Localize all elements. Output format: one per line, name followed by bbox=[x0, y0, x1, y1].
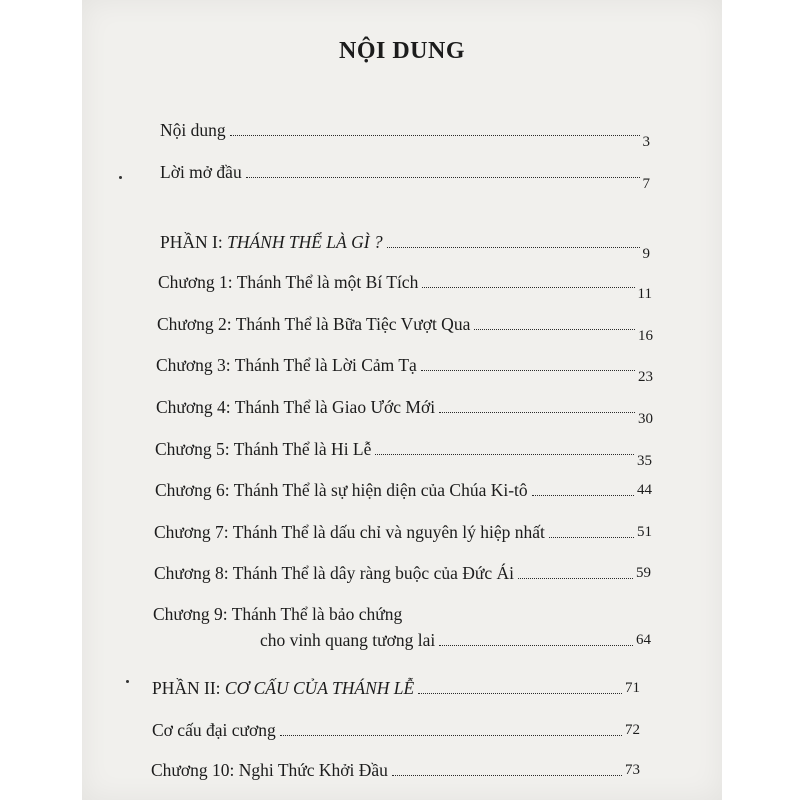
toc-entry-label: Chương 6: Thánh Thể là sự hiện diện của Chúa Ki-tô bbox=[155, 480, 528, 500]
toc-part-label bbox=[160, 232, 383, 252]
toc-entry bbox=[155, 480, 652, 500]
toc-entry-label: Chương 4: Thánh Thể là Giao Ước Mới bbox=[156, 397, 436, 417]
toc-entry bbox=[156, 355, 653, 385]
dot-leader bbox=[422, 287, 634, 288]
toc-entry-page: 16 bbox=[638, 328, 653, 344]
toc-entry-page: 73 bbox=[625, 762, 640, 778]
toc-part-entry bbox=[160, 232, 650, 262]
dot-leader bbox=[387, 247, 640, 248]
toc-entry-label: Chương 3: Thánh Thể là Lời Cảm Tạ bbox=[156, 355, 417, 375]
part-title: CƠ CẤU CỦA THÁNH LỄ bbox=[224, 678, 415, 698]
dot-leader bbox=[392, 775, 622, 776]
toc-entry-label: Nội dung bbox=[160, 120, 226, 140]
dot-leader bbox=[518, 578, 633, 579]
toc-entry bbox=[158, 272, 652, 302]
toc-entry-label: Lời mở đầu bbox=[160, 162, 242, 182]
part-number: PHẦN II: bbox=[152, 678, 221, 698]
toc-entry-page: 23 bbox=[638, 369, 653, 385]
toc-entry bbox=[151, 760, 640, 780]
dot-leader bbox=[230, 135, 640, 136]
toc-entry-label: Chương 9: Thánh Thể là bảo chứng bbox=[153, 604, 403, 624]
dot-leader bbox=[375, 454, 634, 455]
toc-entry bbox=[156, 397, 653, 427]
toc-entry-page: 71 bbox=[625, 680, 640, 696]
toc-entry-label: Chương 1: Thánh Thể là một Bí Tích bbox=[158, 272, 419, 292]
toc-entry bbox=[160, 162, 650, 192]
toc-entry-page: 35 bbox=[637, 453, 652, 469]
toc-entry-page: 30 bbox=[638, 411, 653, 427]
toc-entry bbox=[160, 120, 650, 150]
dot-leader bbox=[246, 177, 640, 178]
toc-entry-continuation-label: cho vinh quang tương lai bbox=[260, 630, 436, 650]
toc-entry-label: Chương 2: Thánh Thể là Bữa Tiệc Vượt Qua bbox=[157, 314, 471, 334]
toc-entry-label: Chương 5: Thánh Thể là Hi Lễ bbox=[155, 439, 372, 459]
toc-entry bbox=[157, 314, 653, 344]
dot-leader bbox=[532, 495, 634, 496]
toc-entry-page: 7 bbox=[642, 176, 650, 192]
dot-leader bbox=[549, 537, 634, 538]
toc-entry-page: 72 bbox=[625, 722, 640, 738]
dot-leader bbox=[280, 735, 622, 736]
toc-entry-continuation bbox=[260, 630, 651, 650]
toc-entry-page: 59 bbox=[636, 565, 651, 581]
toc-entry bbox=[152, 720, 640, 740]
toc-entry-page: 11 bbox=[637, 286, 652, 302]
part-title: THÁNH THỂ LÀ GÌ ? bbox=[227, 232, 383, 252]
toc-entry-page: 44 bbox=[637, 482, 652, 498]
toc-entry-label: Cơ cấu đại cương bbox=[152, 720, 276, 740]
dot-leader bbox=[418, 693, 622, 694]
dot-leader bbox=[439, 645, 633, 646]
toc-entry-first-line bbox=[153, 604, 453, 624]
toc-part-entry bbox=[152, 678, 640, 698]
dot-leader bbox=[421, 370, 635, 371]
toc-entry-label: Chương 10: Nghi Thức Khởi Đầu bbox=[151, 760, 388, 780]
toc-entry-label: Chương 8: Thánh Thể là dây ràng buộc của Đức Ái bbox=[154, 563, 514, 583]
toc-entry-label: Chương 7: Thánh Thể là dấu chỉ và nguyên lý hiệp nhất bbox=[154, 522, 545, 542]
dot-leader bbox=[439, 412, 635, 413]
dot-leader bbox=[474, 329, 635, 330]
toc-entry-page: 9 bbox=[642, 246, 650, 262]
toc-entry-page: 51 bbox=[637, 524, 652, 540]
toc-entry bbox=[154, 522, 652, 542]
toc-entry bbox=[155, 439, 652, 469]
page-title: NỘI DUNG bbox=[338, 38, 465, 64]
toc-entry-page: 3 bbox=[642, 134, 650, 150]
toc-part-label bbox=[152, 678, 414, 698]
ink-speck bbox=[119, 176, 122, 179]
toc-entry-page: 64 bbox=[636, 632, 651, 648]
ink-speck bbox=[126, 680, 129, 683]
book-page bbox=[82, 0, 722, 800]
part-number: PHẦN I: bbox=[160, 232, 223, 252]
toc-entry bbox=[154, 563, 651, 583]
